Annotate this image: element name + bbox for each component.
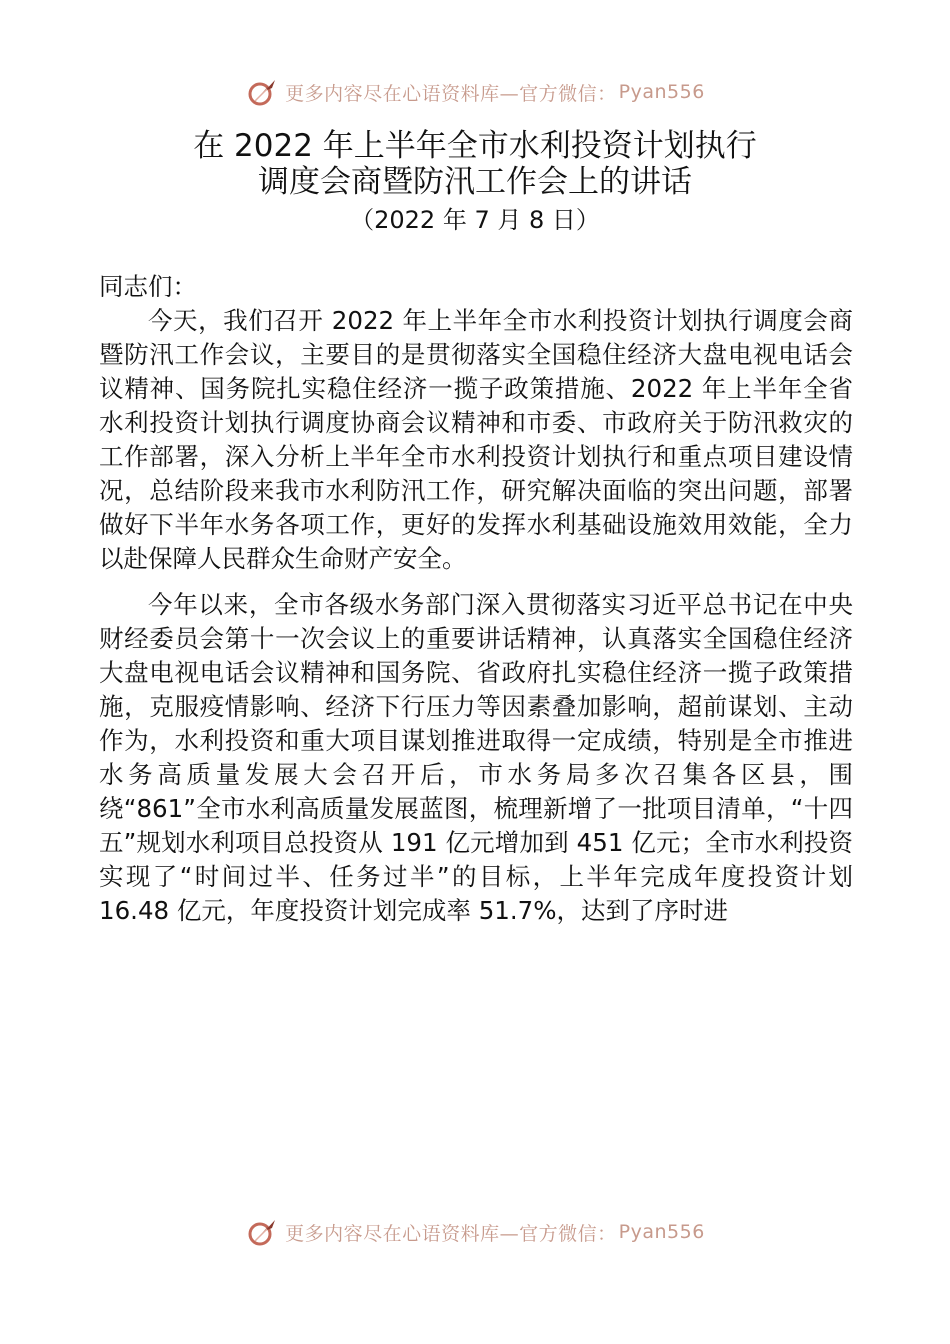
salutation: 同志们： bbox=[99, 272, 197, 301]
quill-logo-icon bbox=[245, 1214, 281, 1250]
watermark-text: 更多内容尽在心语资料库—官方微信： bbox=[285, 1222, 617, 1245]
paragraph-2: 今年以来，全市各级水务部门深入贯彻落实习近平总书记在中央财经委员会第十一次会议上的重要讲话精神，认真落实全国稳住经济大盘电视电话会议精神和国务院、省政府扎实稳住经济一揽子政策措施，克服疫情影响、经济下行压力等因素叠加影响，超前谋划、主动作为，水利投资和重大项目谋划推进取得一定成绩，特别是全市推进水务高质量发展大会召开后，市水务局多次召集各区县，围绕“861”全市水利高质量发展蓝图，梳理新增了一批项目清单，“十四五”规划水利项目总投资从 191 亿元增加到 451 亿元；全市水利投资实现了“时间过半、任务过半”的目标，上半年完成年度投资计划 16.48 亿元，年度投资计划完成率 51.7%，达到了序时进 bbox=[99, 590, 853, 925]
document-body bbox=[99, 270, 853, 940]
document-title-block bbox=[0, 128, 950, 238]
document-title-line-1: 在 2022 年上半年全市水利投资计划执行 bbox=[193, 128, 757, 164]
paragraph-1: 今天，我们召开 2022 年上半年全市水利投资计划执行调度会商暨防汛工作会议，主要目的是贯彻落实全国稳住经济大盘电视电话会议精神、国务院扎实稳住经济一揽子政策措施、2022 年上半年全省水利投资计划执行调度协商会议精神和市委、市政府关于防汛救灾的工作部署，深入分析上半年全市水利投资计划执行和重点项目建设情况，总结阶段来我市水利防汛工作，研究解决面临的突出问题，部署做好下半年水务各项工作，更好的发挥水利基础设施效用效能，全力以赴保障人民群众生命财产安全。 bbox=[99, 306, 853, 573]
quill-logo-icon bbox=[245, 74, 281, 110]
watermark-wechat-id: Pyan556 bbox=[618, 1221, 705, 1243]
watermark-wechat-id: Pyan556 bbox=[618, 81, 705, 103]
footer-watermark bbox=[0, 1212, 950, 1252]
document-date: （2022 年 7 月 8 日） bbox=[350, 206, 600, 234]
document-title-line-2: 调度会商暨防汛工作会上的讲话 bbox=[258, 164, 692, 200]
watermark-text: 更多内容尽在心语资料库—官方微信： bbox=[285, 82, 617, 105]
header-watermark bbox=[0, 72, 950, 112]
